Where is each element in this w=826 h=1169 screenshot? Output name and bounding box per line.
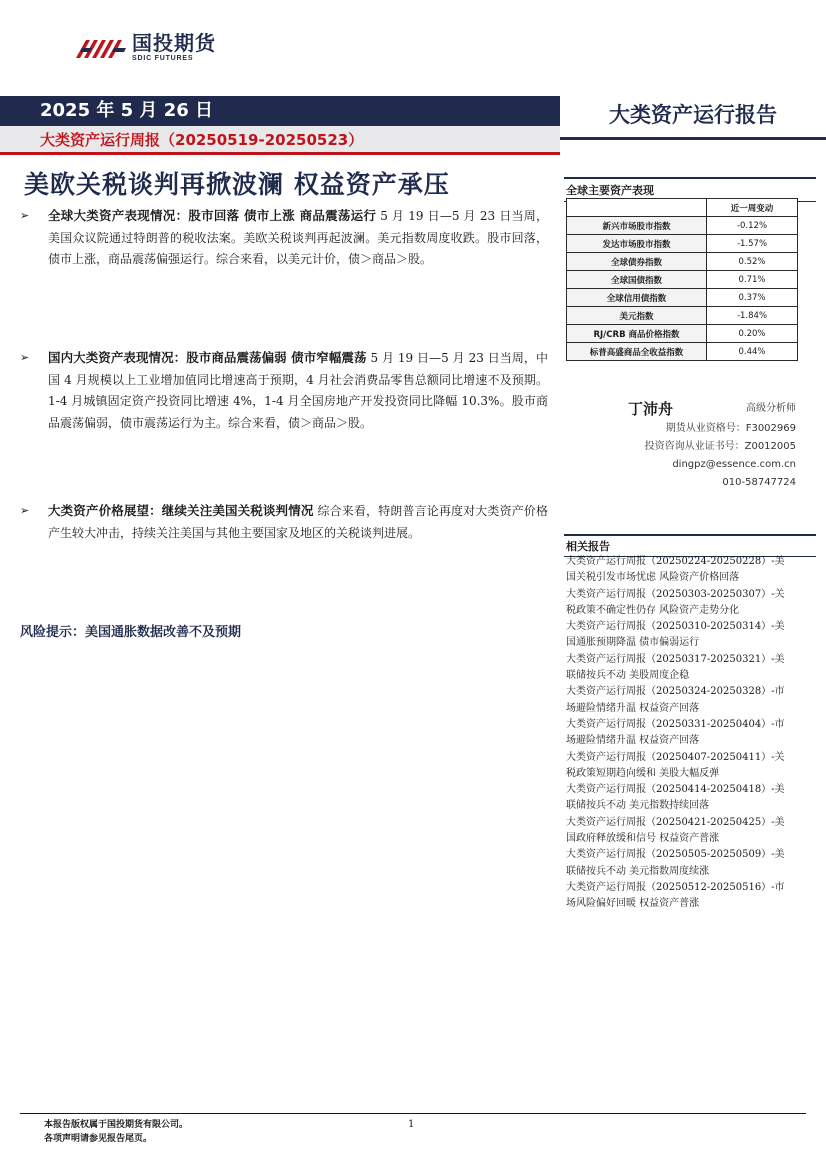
section-body: 综合来看，特朗普言论再度对大类资产价格产生较大冲击，持续关注美国与其他主要国家及地区的关税谈判进展。: [48, 504, 548, 540]
related-report-link[interactable]: 大类资产运行周报（20250324-20250328）-市场避险情绪升温 权益资产回落: [566, 686, 785, 714]
related-reports-title: 相关报告: [564, 534, 816, 557]
footer-disclaimer: [44, 1118, 188, 1146]
asset-name: 发达市场股市指数: [567, 235, 707, 253]
related-report-link[interactable]: 大类资产运行周报（20250331-20250404）-市场避险情绪升温 权益资产回落: [566, 718, 785, 747]
asset-change: -1.57%: [707, 235, 798, 253]
page-title: 美欧关税谈判再掀波澜 权益资产承压: [24, 170, 450, 199]
asset-change: 0.71%: [707, 271, 798, 289]
related-report-link[interactable]: 大类资产运行周报（20250421-20250425）-美国政府释放缓和信号 权益资产普涨: [566, 816, 785, 845]
risk-warning: 风险提示：美国通胀数据改善不及预期: [20, 625, 242, 640]
section-paragraph: [20, 205, 548, 271]
asset-change: 0.37%: [707, 289, 798, 307]
analyst-email[interactable]: dingpz@essence.com.cn: [672, 459, 796, 470]
page-number: 1: [408, 1119, 415, 1130]
asset-name: 全球国债指数: [567, 271, 707, 289]
header-divider: [0, 152, 560, 155]
section-body: 5 月 19 日—5 月 23 日当周，美国众议院通过特朗普的税收法案。美欧关税谈判再起波澜。美元指数周度收跌。股市回落，债市上涨，商品震荡偏强运行。综合来看，以美元计价，债＞商品＞股。: [48, 209, 548, 266]
section-outlook: [20, 500, 548, 544]
sdic-logo-icon: [74, 32, 128, 62]
footer-copyright: 本报告版权属于国投期货有限公司。: [44, 1120, 189, 1130]
asset-name: 全球债券指数: [567, 253, 707, 271]
table-row: [567, 217, 798, 235]
table-header-blank: [567, 199, 707, 217]
brand-name-en: SDIC FUTURES: [132, 54, 194, 62]
asset-name: 美元指数: [567, 307, 707, 325]
brand-logo: [74, 30, 216, 64]
related-report-link[interactable]: 大类资产运行周报（20250317-20250321）-美联储按兵不动 美股周度企稳: [566, 653, 785, 682]
asset-name: 标普高盛商品全收益指数: [567, 343, 707, 361]
futures-license: 期货从业资格号：F3002969: [665, 423, 796, 434]
table-row: [567, 289, 798, 307]
related-report-link[interactable]: 大类资产运行周报（20250414-20250418）-美联储按兵不动 美元指数持续回落: [566, 784, 785, 812]
related-reports-list: [566, 554, 788, 913]
analyst-phone: 010-58747724: [722, 477, 796, 488]
report-series-title: 大类资产运行周报（20250519-20250523）: [0, 126, 560, 154]
related-report-link[interactable]: 大类资产运行周报（20250310-20250314）-美国通胀预期降温 债市偏弱运行: [566, 621, 785, 649]
performance-table: [566, 198, 798, 361]
section-global: [20, 205, 548, 271]
analyst-name: 丁沛舟: [628, 400, 674, 418]
related-report-link[interactable]: 大类资产运行周报（20250505-20250509）-美联储按兵不动 美元指数周度续涨: [566, 849, 785, 877]
asset-change: 0.52%: [707, 253, 798, 271]
section-heading: 国内大类资产表现情况：股市商品震荡偏弱 债市窄幅震荡: [48, 350, 367, 365]
bullet-arrow-icon: ➢: [20, 351, 30, 364]
footer-divider: [20, 1113, 806, 1114]
analyst-block: [566, 398, 796, 492]
consult-license: 投资咨询从业证书号：Z0012005: [644, 441, 796, 452]
section-heading: 全球大类资产表现情况：股市回落 债市上涨 商品震荡运行: [48, 208, 377, 223]
report-date: 2025 年 5 月 26 日: [0, 96, 560, 126]
analyst-title: 高级分析师: [746, 403, 796, 414]
related-report-link[interactable]: 大类资产运行周报（20250224-20250228）-美国关税引发市场忧虑 风险资产价格回落: [566, 556, 785, 584]
section-paragraph: [20, 347, 548, 434]
section-paragraph: [20, 500, 548, 544]
related-report-link[interactable]: 大类资产运行周报（20250512-20250516）-市场风险偏好回暖 权益资产普涨: [566, 881, 785, 910]
table-row: [567, 307, 798, 325]
bullet-arrow-icon: ➢: [20, 209, 30, 222]
asset-change: -1.84%: [707, 307, 798, 325]
performance-table-title: 全球主要资产表现: [564, 177, 816, 202]
related-report-link[interactable]: 大类资产运行周报（20250303-20250307）-关税政策不确定性仍存 风险资产走势分化: [566, 588, 785, 616]
table-header-change: 近一周变动: [707, 199, 798, 217]
table-row: [567, 235, 798, 253]
asset-change: -0.12%: [707, 217, 798, 235]
table-header-row: [567, 199, 798, 217]
asset-name: 全球信用债指数: [567, 289, 707, 307]
table-row: [567, 253, 798, 271]
brand-name-cn: 国投期货: [132, 30, 216, 55]
table-row: [567, 343, 798, 361]
footer-statement: 各项声明请参见报告尾页。: [44, 1134, 153, 1144]
asset-name: RJ/CRB 商品价格指数: [567, 325, 707, 343]
related-report-link[interactable]: 大类资产运行周报（20250407-20250411）-关税政策短期趋向缓和 美股大幅反弹: [566, 751, 785, 779]
asset-change: 0.44%: [707, 343, 798, 361]
asset-change: 0.20%: [707, 325, 798, 343]
table-row: [567, 271, 798, 289]
report-type-title: 大类资产运行报告: [560, 96, 826, 140]
bullet-arrow-icon: ➢: [20, 504, 30, 517]
section-body: 5 月 19 日—5 月 23 日当周，中国 4 月规模以上工业增加值同比增速高于预期，4 月社会消费品零售总额同比增速不及预期。1-4 月城镇固定资产投资同比增速 4%，1-4 月全国房地产开发投资同比降幅 10.3%。股市商品震荡偏弱，债市震荡运行为主。综合来看，债＞商品＞股。: [48, 351, 548, 430]
section-domestic: [20, 347, 548, 434]
section-heading: 大类资产价格展望：继续关注美国关税谈判情况: [48, 503, 314, 518]
asset-name: 新兴市场股市指数: [567, 217, 707, 235]
table-row: [567, 325, 798, 343]
